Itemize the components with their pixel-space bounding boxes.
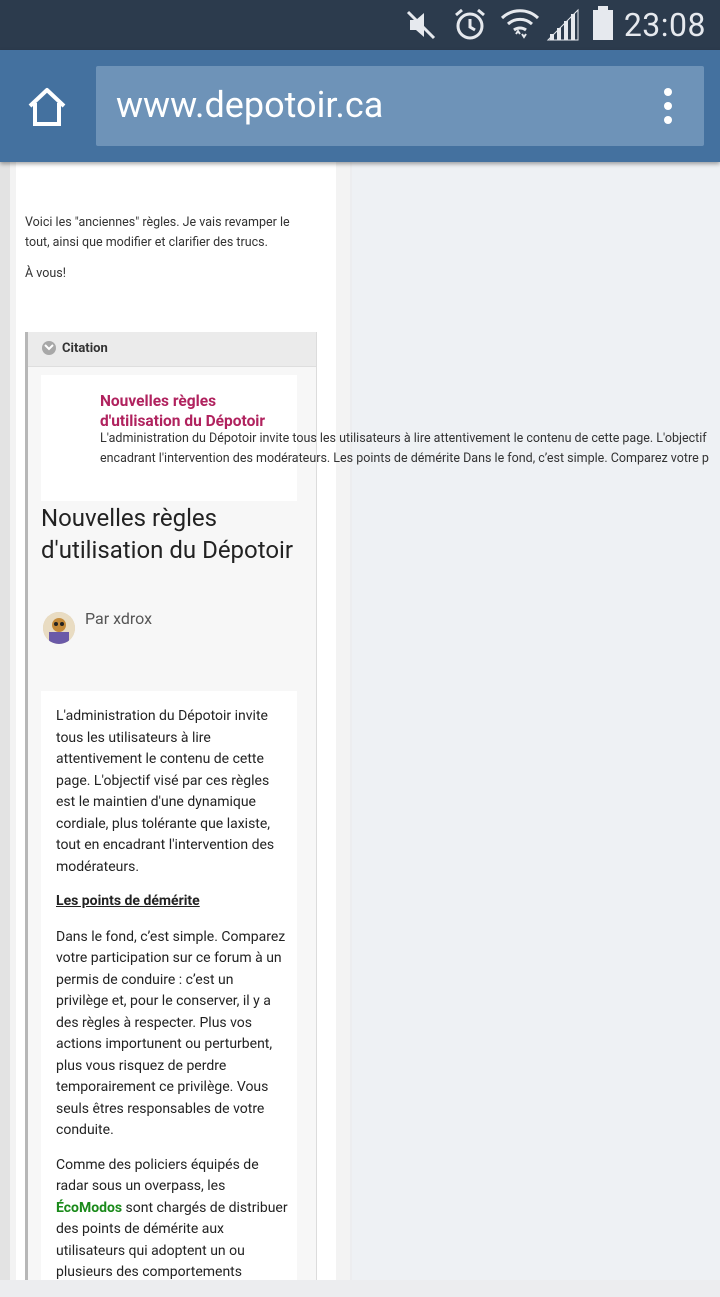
alarm-icon bbox=[452, 6, 488, 42]
chevron-down-icon[interactable] bbox=[42, 341, 56, 355]
quote-label: Citation bbox=[62, 341, 108, 356]
signal-icon bbox=[546, 8, 580, 42]
browser-toolbar bbox=[0, 50, 720, 162]
embed-title-link[interactable]: Nouvelles règles d'utilisation du Dépotoir bbox=[100, 392, 266, 430]
wifi-icon bbox=[500, 6, 540, 44]
url-text[interactable]: www.depotoir.ca bbox=[116, 84, 384, 126]
section-body: Dans le fond, c’est simple. Comparez votre participation sur ce forum à un permis de conduire : c’est un privilège et, pour le conserver, il y a des règles à respecter. Plus vos actions importunent ou perturbent, plus vous risquez de perdre temporairement ce privilège. Vous seuls êtres responsables de votre conduite. bbox=[56, 928, 286, 1138]
article-intro: L'administration du Dépotoir invite tous les utilisateurs à lire attentivement le contenu de cette page. L'objectif visé par ces règles est le maintien d'une dynamique cordiale, plus tolérante que laxiste, tout en encadrant l'intervention des modérateurs. bbox=[56, 708, 275, 875]
overflow-menu-icon[interactable] bbox=[662, 88, 674, 124]
avatar[interactable] bbox=[43, 612, 75, 644]
right-pane bbox=[352, 162, 720, 1280]
author-name[interactable]: Par xdrox bbox=[85, 609, 153, 628]
article-text bbox=[56, 706, 288, 1297]
clock: 23:08 bbox=[623, 6, 706, 44]
article-paragraph bbox=[56, 1155, 288, 1284]
embed-desc-line: encadrant l'intervention des modérateurs. Les points de démérite Dans le fond, c’est simple. Comparez votre p bbox=[100, 451, 709, 466]
post-paragraph: À vous! bbox=[25, 266, 66, 281]
home-icon[interactable] bbox=[26, 86, 68, 128]
post-paragraph: Voici les "anciennes" règles. Je vais revamper le tout, ainsi que modifier et clarifier des trucs. bbox=[25, 215, 290, 250]
mute-icon bbox=[404, 8, 438, 42]
embed-desc-line: L'administration du Dépotoir invite tous les utilisateurs à lire attentivement le contenu de cette page. L'objectif bbox=[100, 431, 707, 446]
text-span: sont chargés de distribuer des points de démérite aux utilisateurs qui adoptent un ou plusieurs des comportements bbox=[56, 1199, 288, 1280]
ecomodos-link[interactable]: ÉcoModos bbox=[56, 1199, 123, 1216]
text-span: Comme des policiers équipés de radar sous un overpass, les bbox=[56, 1156, 259, 1194]
left-gutter bbox=[0, 162, 10, 1280]
section-heading: Les points de démérite bbox=[56, 893, 200, 909]
embed-description bbox=[100, 429, 720, 469]
status-bar bbox=[0, 0, 720, 50]
quote-header[interactable] bbox=[28, 332, 316, 367]
address-bar[interactable] bbox=[96, 66, 704, 146]
article-title: Nouvelles règles d'utilisation du Dépotoir bbox=[41, 504, 293, 564]
battery-icon bbox=[592, 6, 614, 40]
